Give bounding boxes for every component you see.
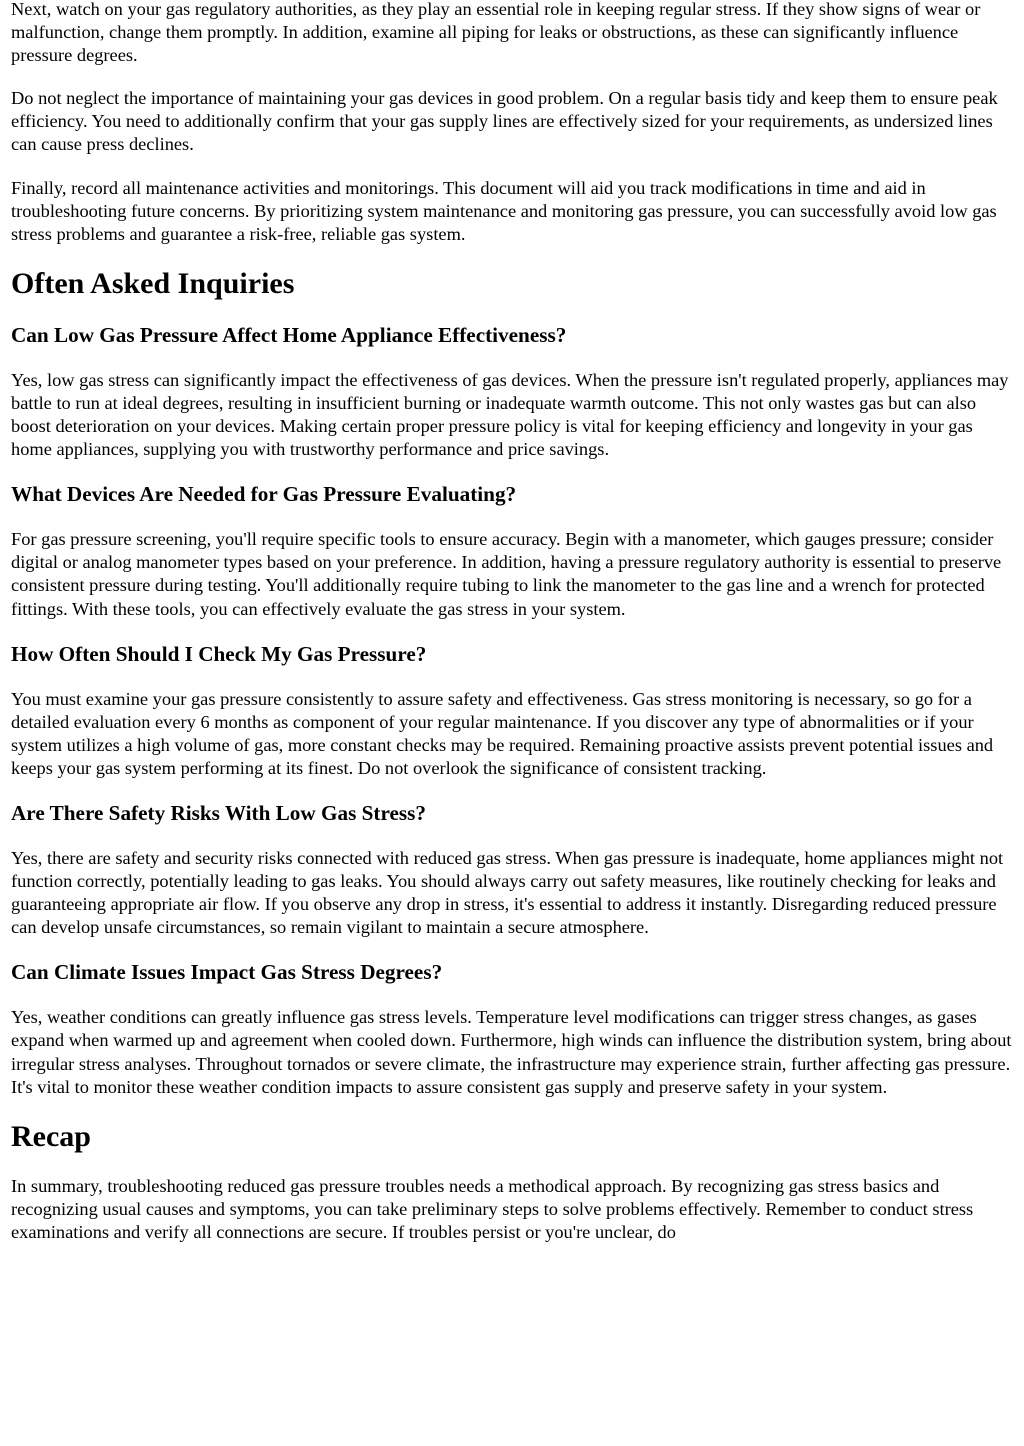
faq-answer: You must examine your gas pressure consistently to assure safety and effectiveness. Gas stress monitoring is necessary, so go for a detailed evaluation every 6 months as component of your regular maintenance. If you discover any type of abnormalities or if your system utilizes a high volume of gas, more constant checks may be required. Remaining proactive assists prevent potential issues and keeps your gas system performing at its finest. Do not overlook the significance of consistent tracking. xyxy=(11,688,994,778)
faq-item xyxy=(11,481,1014,620)
faq-answer: Yes, weather conditions can greatly influence gas stress levels. Temperature level modifications can trigger stress changes, as gases expand when warmed up and agreement when cooled down. Furthermore, high winds can influence the distribution system, bring about irregular stress analyses. Throughout tornados or severe climate, the infrastructure may experience strain, further affecting gas pressure. It's vital to monitor these weather condition impacts to assure consistent gas supply and preserve safety in your system. xyxy=(11,1007,1012,1097)
faq-item xyxy=(11,641,1014,780)
faq-answer: For gas pressure screening, you'll require specific tools to ensure accuracy. Begin with a manometer, which gauges pressure; consider digital or analog manometer types based on your preference. In addition, having a pressure regulatory authority is essential to preserve consistent pressure during testing. You'll additionally require tubing to link the manometer to the gas line and a wrench for protected fittings. With these tools, you can effectively evaluate the gas stress in your system. xyxy=(11,529,1002,619)
intro-paragraph-maintain-devices: Do not neglect the importance of maintaining your gas devices in good problem. On a regular basis tidy and keep them to ensure peak efficiency. You need to additionally confirm that your gas supply lines are effectively sized for your requirements, as undersized lines can cause press declines. xyxy=(11,88,998,155)
article-body xyxy=(11,0,1014,1264)
faq-question: Can Low Gas Pressure Affect Home Appliance Effectiveness? xyxy=(11,322,567,347)
faq-item xyxy=(11,800,1014,939)
faq-answer: Yes, low gas stress can significantly impact the effectiveness of gas devices. When the pressure isn't regulated properly, appliances may battle to run at ideal degrees, resulting in insufficient burning or inadequate warmth outcome. This not only wastes gas but can also boost deterioration on your devices. Making certain proper pressure policy is vital for keeping efficiency and longevity in your gas home appliances, supplying you with trustworthy performance and price savings. xyxy=(11,369,1009,460)
faq-question: How Often Should I Check My Gas Pressure? xyxy=(11,641,427,666)
recap-heading: Recap xyxy=(11,1119,91,1153)
faq-heading: Often Asked Inquiries xyxy=(11,266,295,300)
faq-section xyxy=(11,266,1014,1099)
faq-item xyxy=(11,959,1014,1098)
intro-paragraph-watch-regulators: Next, watch on your gas regulatory authorities, as they play an essential role in keeping regular stress. If they show signs of wear or malfunction, change them promptly. In addition, examine all piping for leaks or obstructions, as these can significantly influence pressure degrees. xyxy=(11,0,981,66)
faq-question: What Devices Are Needed for Gas Pressure Evaluating? xyxy=(11,482,517,507)
faq-answer: Yes, there are safety and security risks connected with reduced gas stress. When gas pressure is inadequate, home appliances might not function correctly, potentially leading to gas leaks. You should always carry out safety measures, like routinely checking for leaks and guaranteeing appropriate air flow. If you observe any drop in stress, it's essential to address it instantly. Disregarding reduced pressure can develop unsafe circumstances, so remain vigilant to maintain a secure atmosphere. xyxy=(11,847,1004,938)
faq-question: Are There Safety Risks With Low Gas Stress? xyxy=(11,800,426,825)
intro-paragraph-record-activities: Finally, record all maintenance activities and monitorings. This document will aid you track modifications in time and aid in troubleshooting future concerns. By prioritizing system maintenance and monitoring gas pressure, you can successfully avoid low gas stress problems and guarantee a risk-free, reliable gas system. xyxy=(11,177,997,244)
recap-paragraph: In summary, troubleshooting reduced gas pressure troubles needs a methodical approach. By recognizing gas stress basics and recognizing usual causes and symptoms, you can take preliminary steps to solve problems effectively. Remember to conduct stress examinations and verify all connections are secure. If troubles persist or you're unclear, do xyxy=(11,1175,974,1242)
recap-section xyxy=(11,1119,1014,1244)
faq-question: Can Climate Issues Impact Gas Stress Degrees? xyxy=(11,960,443,985)
faq-item xyxy=(11,322,1014,461)
